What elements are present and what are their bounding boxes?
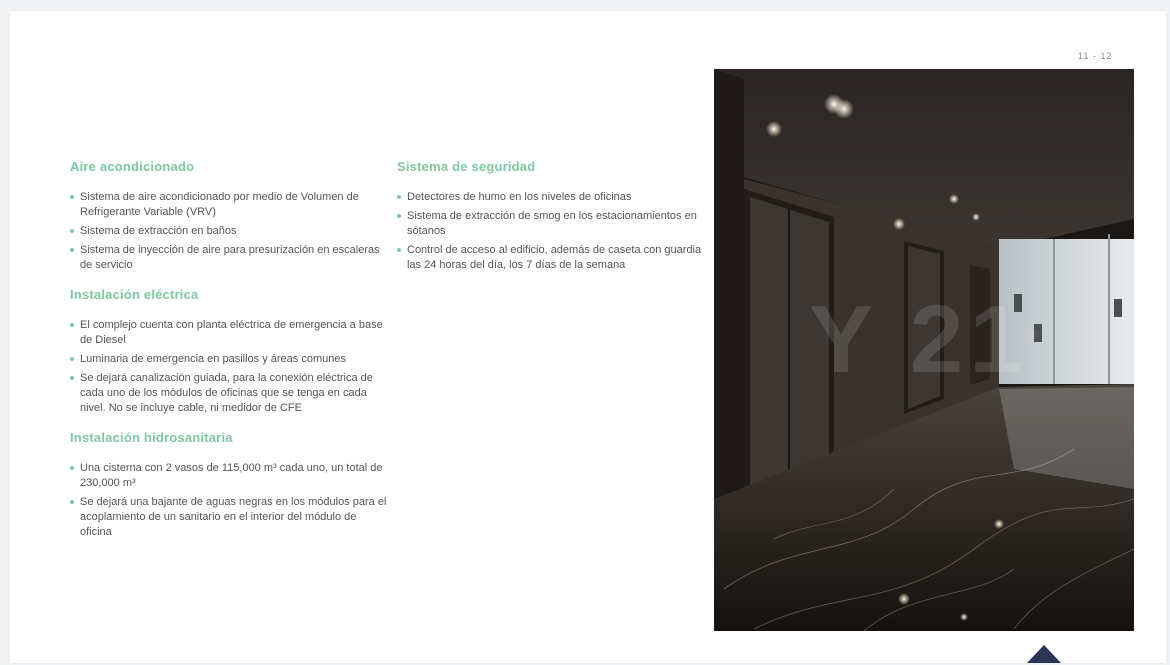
section-title: Instalación eléctrica bbox=[70, 287, 199, 302]
list-item: Detectores de humo en los niveles de oficinas bbox=[397, 190, 715, 205]
left-column bbox=[70, 159, 388, 554]
right-column bbox=[397, 159, 715, 287]
elevator-lobby-illustration bbox=[714, 69, 1134, 631]
list-item: Sistema de extracción de smog en los estacionamientos en sótanos bbox=[397, 209, 715, 239]
page-number: 11 - 12 bbox=[1078, 51, 1113, 61]
list-item: Se dejará canalización guiada, para la conexión eléctrica de cada uno de los módulos de oficinas que se tenga en cada nivel. No se incluye cable, ni medidor de CFE bbox=[70, 371, 388, 416]
section-title: Instalación hidrosanitaria bbox=[70, 430, 233, 445]
list-item: Sistema de extracción en baños bbox=[70, 224, 388, 239]
bullet-list bbox=[70, 190, 388, 273]
bullet-list bbox=[70, 318, 388, 416]
lobby-photo bbox=[714, 69, 1134, 631]
list-item: Luminaria de emergencia en pasillos y áreas comunes bbox=[70, 352, 388, 367]
section-instalacion-electrica bbox=[70, 287, 388, 416]
list-item: Sistema de aire acondicionado por medio de Volumen de Refrigerante Variable (VRV) bbox=[70, 190, 388, 220]
triangle-up-icon[interactable] bbox=[1027, 645, 1061, 663]
section-aire-acondicionado bbox=[70, 159, 388, 273]
list-item: Control de acceso al edificio, además de caseta con guardia las 24 horas del día, los 7 días de la semana bbox=[397, 243, 715, 273]
list-item: Se dejará una bajante de aguas negras en los módulos para el acoplamiento de un sanitario en el interior del módulo de oficina bbox=[70, 495, 388, 540]
section-title: Sistema de seguridad bbox=[397, 159, 536, 174]
bullet-list bbox=[70, 461, 388, 540]
list-item: Una cisterna con 2 vasos de 115,000 m³ cada uno, un total de 230,000 m³ bbox=[70, 461, 388, 491]
list-item: El complejo cuenta con planta eléctrica de emergencia a base de Diesel bbox=[70, 318, 388, 348]
section-sistema-de-seguridad bbox=[397, 159, 715, 273]
section-title: Aire acondicionado bbox=[70, 159, 195, 174]
list-item: Sistema de inyección de aire para presurización en escaleras de servicio bbox=[70, 243, 388, 273]
bullet-list bbox=[397, 190, 715, 273]
section-instalacion-hidrosanitaria bbox=[70, 430, 388, 540]
